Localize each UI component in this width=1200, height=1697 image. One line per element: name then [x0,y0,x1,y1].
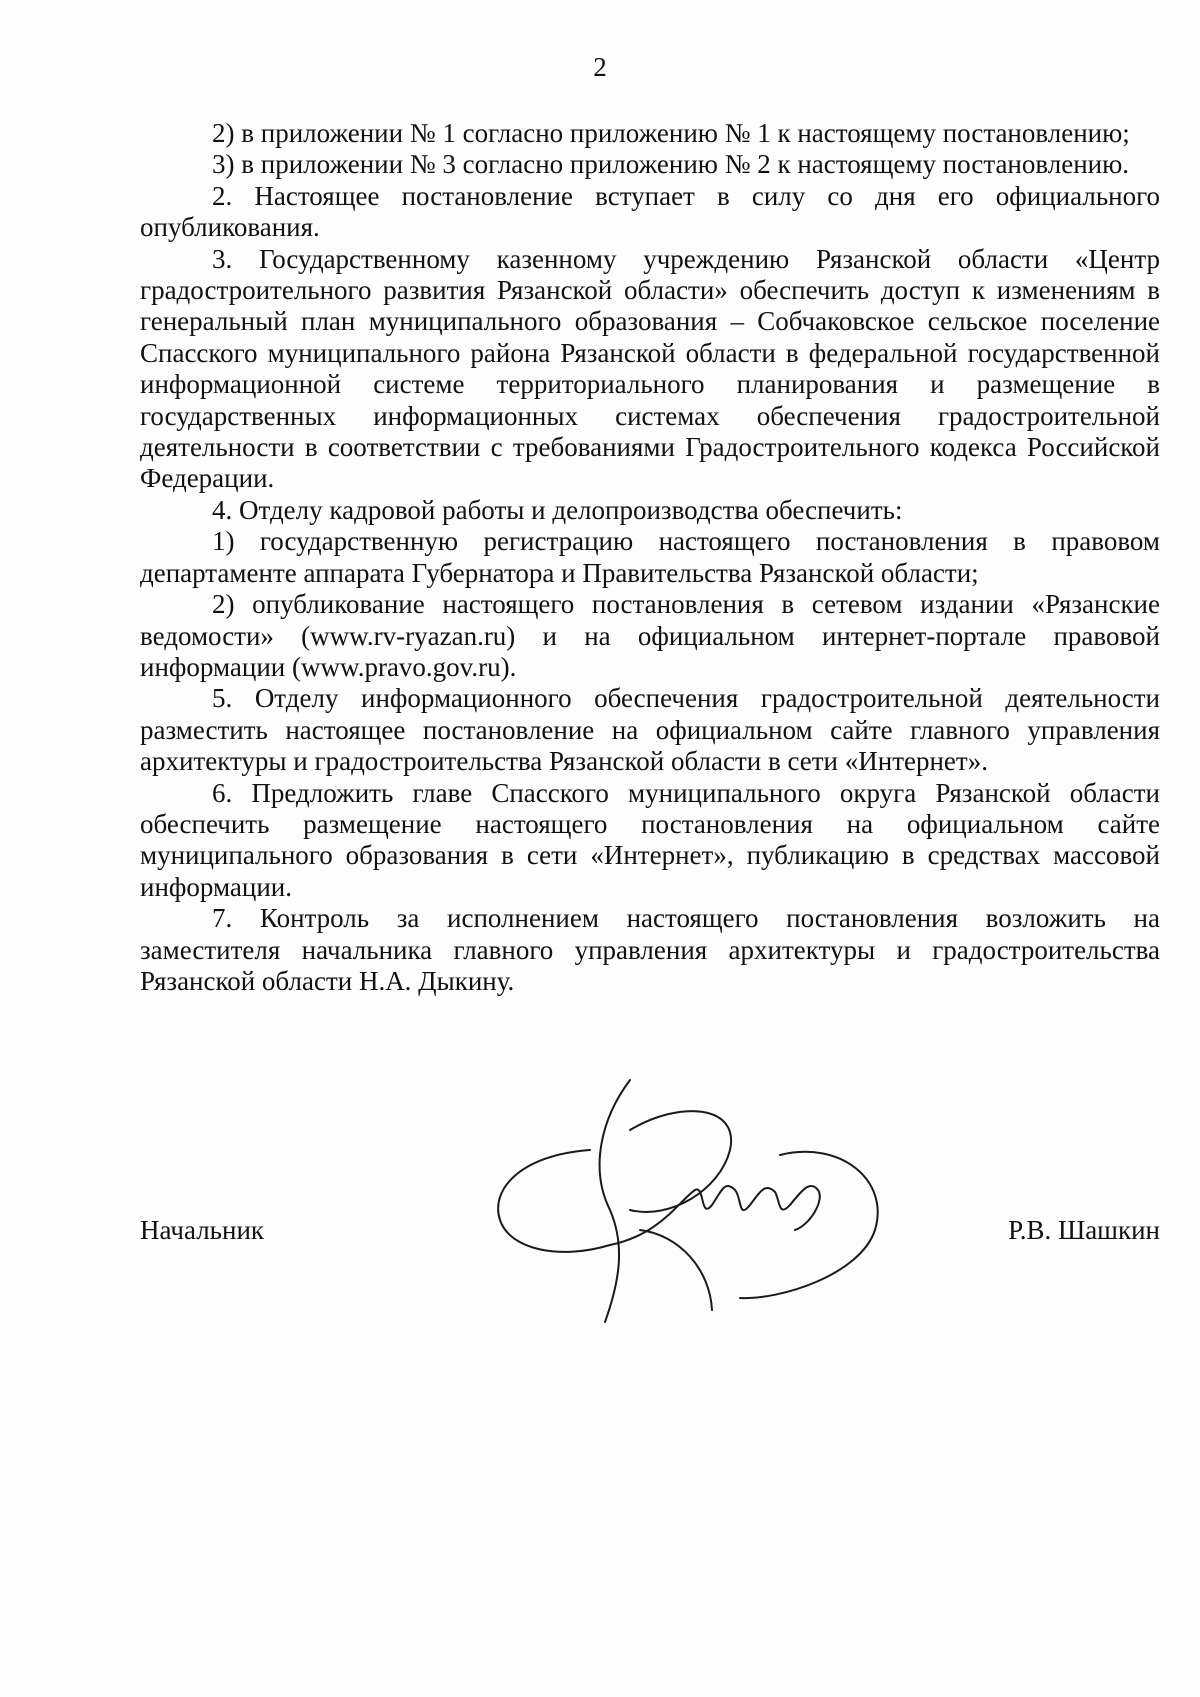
paragraph-4-1-registration: 1) государственную регистрацию настоящего постановления в правовом департаменте аппарата Губернатора и Правительства Рязанской области; [140,526,1160,588]
paragraph-4-hr-department: 4. Отделу кадровой работы и делопроизводства обеспечить: [212,494,903,525]
handwritten-signature [480,1060,900,1330]
paragraph-item-2-appendix-1: 2) в приложении № 1 согласно приложению № 1 к настоящему постановлению; [212,118,1130,148]
paragraph-7-control: 7. Контроль за исполнением настоящего постановления возложить на заместителя начальника главного управления архитектуры и градостроительства Рязанской области Н.А. Дыкину. [140,903,1160,996]
page-number: 2 [593,52,607,82]
signer-name: Р.В. Шашкин [1008,1215,1160,1245]
paragraph-6-municipal-head: 6. Предложить главе Спасского муниципального округа Рязанской области обеспечить размещение настоящего постановления на официальном сайте муниципального образования в сети «Интернет», публикацию в средствах массовой информации. [140,777,1160,902]
paragraph-2-effective-date: 2. Настоящее постановление вступает в силу со дня его официального опубликования. [140,180,1160,243]
position-title: Начальник [140,1215,265,1245]
paragraph-3-access: 3. Государственному казенному учреждению Рязанской области «Центр градостроительного развития Рязанской области» обеспечить доступ к изменениям в генеральный план муниципального образования – Собчаковское сельское поселение Спасского муниципального района Рязанской области в федеральной государственной информационной системе территориального планирования и размещение в государственных информационных системах обеспечения градостроительной деятельности в соответствии с требованиями Градостроительного кодекса Российской Федерации. [140,243,1160,494]
paragraph-5-website: 5. Отделу информационного обеспечения градостроительной деятельности разместить настоящее постановление на официальном сайте главного управления архитектуры и градостроительства Рязанской области в сети «Интернет». [140,683,1160,777]
paragraph-4-2-publication: 2) опубликование настоящего постановления в сетевом издании «Рязанские ведомости» (www.rv-ryazan.ru) и на официальном интернет-портале правовой информации (www.pravo.gov.ru). [140,589,1160,682]
paragraph-item-3-appendix-3: 3) в приложении № 3 согласно приложению № 2 к настоящему постановлению. [212,149,1130,180]
document-body [140,118,1160,997]
